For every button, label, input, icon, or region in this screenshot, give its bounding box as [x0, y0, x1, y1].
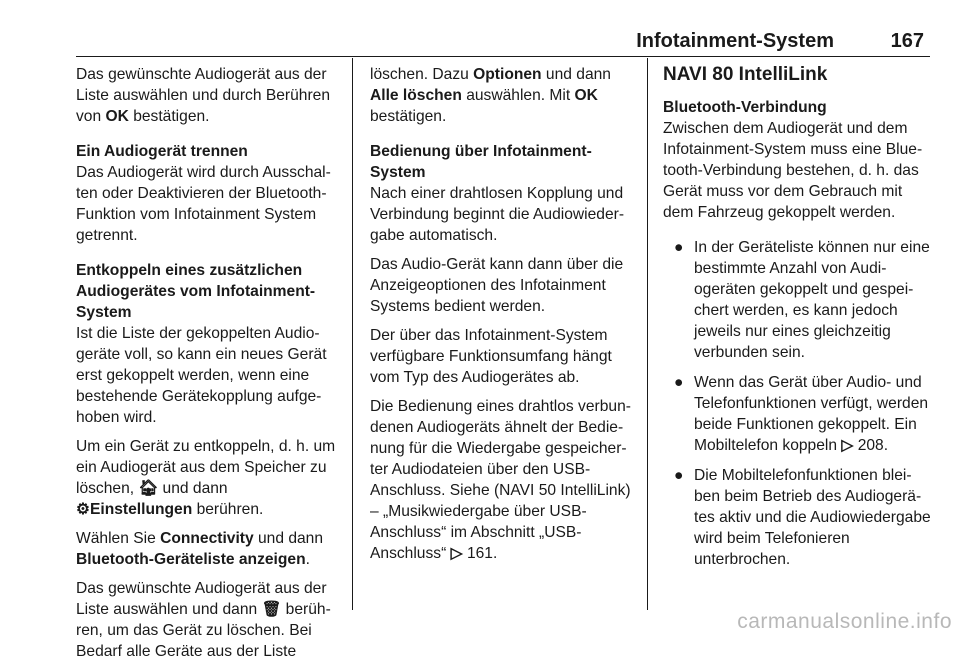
- trash-icon: 🗑︎: [261, 601, 282, 618]
- subheading: Entkoppeln eines zusätzlichen Audiogerätes vom Infotainment-System: [76, 262, 316, 321]
- page-reference-icon: ▷: [841, 437, 854, 454]
- bullet-icon: ●: [674, 374, 684, 391]
- page-number: 167: [890, 30, 924, 52]
- header-rule: [76, 56, 930, 57]
- watermark: carmanualsonline.info: [737, 610, 952, 633]
- column-3: [663, 64, 931, 579]
- column-divider-2: [647, 58, 648, 610]
- paragraph: Das Audio-Gerät kann dann über die Anzeigeoptionen des Infotainment Systems bedient werden.: [370, 256, 624, 315]
- gear-icon: ⚙: [76, 501, 90, 518]
- paragraph: Zwischen dem Audiogerät und dem Infotainment-System muss eine Bluetooth-Verbindung bestehen, d. h. das Gerät muss vor dem Gebrauch mit dem Fahrzeug gekoppelt werden.: [663, 120, 923, 221]
- page-header: [76, 26, 930, 54]
- subheading: Ein Audiogerät trennen: [76, 143, 248, 160]
- section-heading: NAVI 80 IntelliLink: [663, 64, 828, 85]
- paragraph: Wählen Sie Connectivity und dann Bluetooth-Geräteliste anzeigen.: [76, 530, 324, 568]
- column-2: [370, 64, 638, 572]
- subheading: Bluetooth-Verbindung: [663, 99, 827, 116]
- paragraph: Die Bedienung eines drahtlos verbundenen Audiogeräts ähnelt der Bedienung für die Wiedergabe gespeicherter Audiodateien über den USB-Anschluss. Siehe (NAVI 50 IntelliLink) – „Musikwiedergabe über USB-Anschluss“ im Abschnitt „USB-Anschluss“ ▷ 161.: [370, 398, 631, 562]
- paragraph: Ist die Liste der gekoppelten Audiogeräte voll, so kann ein neues Gerät erst gekoppelt werden, wenn eine bestehende Gerätekopplung aufgehoben wird.: [76, 325, 327, 426]
- header-title: Infotainment-System: [636, 30, 834, 52]
- bullet-icon: ●: [674, 239, 684, 256]
- paragraph: Nach einer drahtlosen Kopplung und Verbindung beginnt die Audiowiedergabe automatisch.: [370, 185, 625, 244]
- paragraph: Der über das Infotainment-System verfügbare Funktionsumfang hängt vom Typ des Audiogerätes ab.: [370, 327, 612, 386]
- home-icon: 🏠︎: [138, 480, 159, 497]
- paragraph: löschen. Dazu Optionen und dann Alle löschen auswählen. Mit OK bestätigen.: [370, 66, 611, 125]
- paragraph: Das Audiogerät wird durch Ausschalten oder Deaktivieren der Bluetooth-Funktion vom Infotainment System getrennt.: [76, 164, 331, 244]
- column-1: [76, 64, 346, 670]
- list-item: ● In der Geräteliste können nur eine bestimmte Anzahl von Audiogeräten gekoppelt und gespeichert werden, es kann jedoch jeweils nur eines gleichzeitig verbunden sein.: [674, 239, 930, 361]
- column-divider-1: [352, 58, 353, 610]
- subheading: Bedienung über Infotainment-System: [370, 143, 592, 181]
- list-item: ● Die Mobiltelefonfunktionen bleiben beim Betrieb des Audiogerätes aktiv und die Audiowiedergabe wird beim Telefonieren unterbrochen.: [674, 467, 931, 568]
- bullet-icon: ●: [674, 467, 684, 484]
- list-item: ● Wenn das Gerät über Audio- und Telefonfunktionen verfügt, werden beide Funktionen gekoppelt. Ein Mobiltelefon koppeln ▷ 208.: [674, 374, 929, 454]
- paragraph: Um ein Gerät zu entkoppeln, d. h. um ein Audiogerät aus dem Speicher zu löschen, 🏠︎ und dann ⚙Einstellungen berühren.: [76, 438, 336, 518]
- paragraph: Das gewünschte Audiogerät aus der Liste auswählen und durch Berühren von OK bestätigen.: [76, 66, 330, 125]
- page-reference-icon: ▷: [450, 545, 463, 562]
- bullet-list: [663, 237, 931, 570]
- paragraph: Das gewünschte Audiogerät aus der Liste auswählen und dann 🗑︎ berühren, um das Gerät zu löschen. Bei Bedarf alle Geräte aus der Liste: [76, 580, 331, 660]
